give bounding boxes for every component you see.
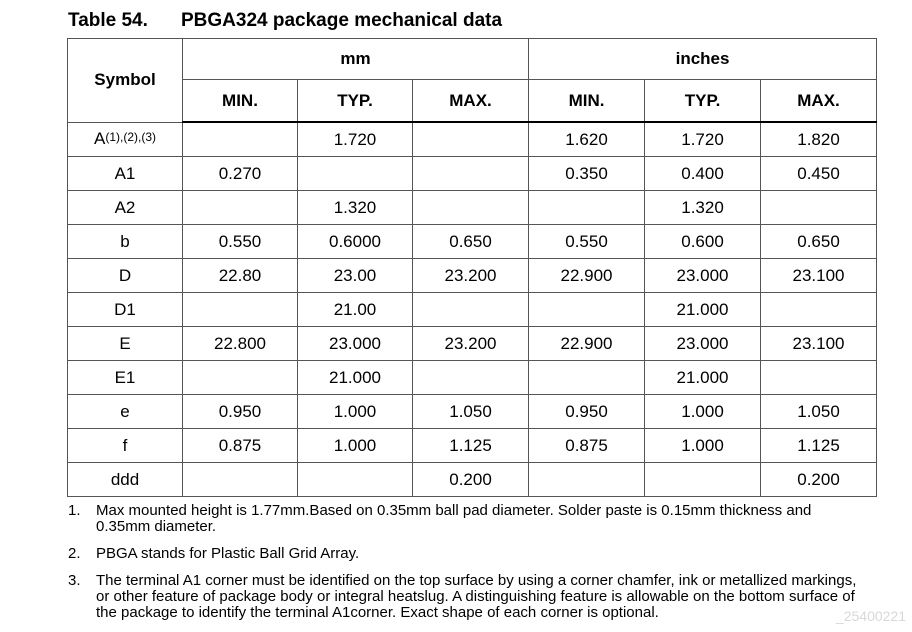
- value-cell: 21.000: [645, 361, 761, 395]
- value-cell: 21.000: [298, 361, 413, 395]
- value-cell: 0.400: [645, 157, 761, 191]
- value-cell: 0.950: [529, 395, 645, 429]
- symbol-cell: [68, 429, 183, 463]
- inch-min-header: MIN.: [529, 80, 645, 123]
- table-row: [68, 122, 877, 157]
- value-cell: 0.450: [761, 157, 877, 191]
- value-cell: [529, 361, 645, 395]
- value-cell: 0.350: [529, 157, 645, 191]
- symbol-text: ddd: [110, 469, 140, 489]
- value-cell: [413, 122, 529, 157]
- value-cell: 0.6000: [298, 225, 413, 259]
- value-cell: 0.600: [645, 225, 761, 259]
- symbol-cell: [68, 327, 183, 361]
- note-text: PBGA stands for Plastic Ball Grid Array.: [96, 545, 360, 562]
- value-cell: 1.320: [645, 191, 761, 225]
- note-text: The terminal A1 corner must be identified on the top surface by using a corner chamfer, ink or metallized markings, or other feature of package body or integral heatslug. A distinguishing feature is allowable on the bottom surface of the package to identify the terminal A1corner. Exact shape of each corner is optional.: [96, 572, 857, 621]
- value-cell: 1.720: [645, 122, 761, 157]
- symbol-cell: [68, 191, 183, 225]
- value-cell: 23.200: [413, 327, 529, 361]
- value-cell: 23.200: [413, 259, 529, 293]
- table-row: [68, 463, 877, 497]
- value-cell: [529, 191, 645, 225]
- value-cell: 22.900: [529, 327, 645, 361]
- value-cell: [183, 122, 298, 157]
- value-cell: [413, 361, 529, 395]
- table-body: [68, 122, 877, 497]
- note-text: Max mounted height is 1.77mm.Based on 0.35mm ball pad diameter. Solder paste is 0.15mm thickness and 0.35mm diameter.: [96, 502, 812, 535]
- value-cell: 1.720: [298, 122, 413, 157]
- value-cell: [298, 157, 413, 191]
- symbol-text: f: [122, 435, 128, 455]
- value-cell: 1.000: [298, 429, 413, 463]
- value-cell: 23.000: [645, 327, 761, 361]
- note-item: [68, 503, 858, 535]
- table-notes: [68, 503, 858, 632]
- value-cell: 23.000: [298, 327, 413, 361]
- note-number: 3.: [68, 572, 81, 589]
- value-cell: [529, 463, 645, 497]
- value-cell: [761, 293, 877, 327]
- value-cell: 0.650: [761, 225, 877, 259]
- value-cell: 21.000: [645, 293, 761, 327]
- table-row: [68, 225, 877, 259]
- value-cell: 23.000: [645, 259, 761, 293]
- note-item: [68, 573, 858, 621]
- table-row: [68, 429, 877, 463]
- note-number: 2.: [68, 545, 81, 562]
- mm-typ-header: TYP.: [298, 80, 413, 123]
- value-cell: [761, 191, 877, 225]
- value-cell: [183, 191, 298, 225]
- symbol-header: Symbol: [68, 39, 183, 123]
- value-cell: 21.00: [298, 293, 413, 327]
- symbol-text: D: [118, 265, 132, 285]
- mm-max-header: MAX.: [413, 80, 529, 123]
- value-cell: 1.050: [761, 395, 877, 429]
- symbol-text: e: [120, 401, 130, 421]
- table-row: [68, 191, 877, 225]
- symbol-cell: [68, 259, 183, 293]
- value-cell: 23.100: [761, 259, 877, 293]
- value-cell: [529, 293, 645, 327]
- symbol-cell: [68, 122, 183, 157]
- inch-typ-header: TYP.: [645, 80, 761, 123]
- table-number: Table 54.: [68, 10, 148, 31]
- value-cell: [183, 463, 298, 497]
- symbol-cell: [68, 395, 183, 429]
- value-cell: 0.270: [183, 157, 298, 191]
- value-cell: 1.050: [413, 395, 529, 429]
- table-row: [68, 157, 877, 191]
- value-cell: 23.100: [761, 327, 877, 361]
- symbol-cell: [68, 293, 183, 327]
- symbol-cell: [68, 361, 183, 395]
- value-cell: [183, 293, 298, 327]
- value-cell: 1.000: [645, 395, 761, 429]
- watermark: _25400221: [835, 608, 906, 624]
- table-row: [68, 395, 877, 429]
- mm-min-header: MIN.: [183, 80, 298, 123]
- value-cell: 0.650: [413, 225, 529, 259]
- mechanical-data-table: [67, 38, 877, 497]
- value-cell: 1.000: [298, 395, 413, 429]
- value-cell: [413, 293, 529, 327]
- symbol-text: A1: [114, 163, 136, 183]
- symbol-text: E: [119, 333, 131, 353]
- value-cell: 0.875: [183, 429, 298, 463]
- mm-header: mm: [183, 39, 529, 80]
- value-cell: [298, 463, 413, 497]
- value-cell: 1.620: [529, 122, 645, 157]
- value-cell: 1.320: [298, 191, 413, 225]
- table-row: [68, 327, 877, 361]
- symbol-text: E1: [114, 367, 136, 387]
- value-cell: 22.800: [183, 327, 298, 361]
- table-title: PBGA324 package mechanical data: [181, 10, 503, 31]
- table-row: [68, 293, 877, 327]
- footnote-refs: (1),(2),(3): [105, 130, 156, 145]
- value-cell: 0.875: [529, 429, 645, 463]
- value-cell: 22.900: [529, 259, 645, 293]
- table-row: [68, 361, 877, 395]
- value-cell: 0.200: [761, 463, 877, 497]
- symbol-cell: [68, 463, 183, 497]
- value-cell: [413, 157, 529, 191]
- note-number: 1.: [68, 502, 81, 519]
- value-cell: [183, 361, 298, 395]
- table-caption: [68, 10, 502, 32]
- value-cell: 1.820: [761, 122, 877, 157]
- value-cell: [761, 361, 877, 395]
- symbol-text: D1: [114, 299, 136, 319]
- symbol-text: b: [120, 231, 130, 251]
- value-cell: 0.200: [413, 463, 529, 497]
- inches-header: inches: [529, 39, 877, 80]
- value-cell: 1.125: [413, 429, 529, 463]
- value-cell: [645, 463, 761, 497]
- value-cell: [413, 191, 529, 225]
- value-cell: 22.80: [183, 259, 298, 293]
- symbol-cell: [68, 225, 183, 259]
- value-cell: 0.950: [183, 395, 298, 429]
- value-cell: 23.00: [298, 259, 413, 293]
- value-cell: 1.000: [645, 429, 761, 463]
- inch-max-header: MAX.: [761, 80, 877, 123]
- value-cell: 0.550: [183, 225, 298, 259]
- symbol-text: A: [93, 129, 106, 149]
- note-item: [68, 546, 858, 562]
- value-cell: 0.550: [529, 225, 645, 259]
- symbol-text: A2: [114, 197, 136, 217]
- symbol-cell: [68, 157, 183, 191]
- table-row: [68, 259, 877, 293]
- value-cell: 1.125: [761, 429, 877, 463]
